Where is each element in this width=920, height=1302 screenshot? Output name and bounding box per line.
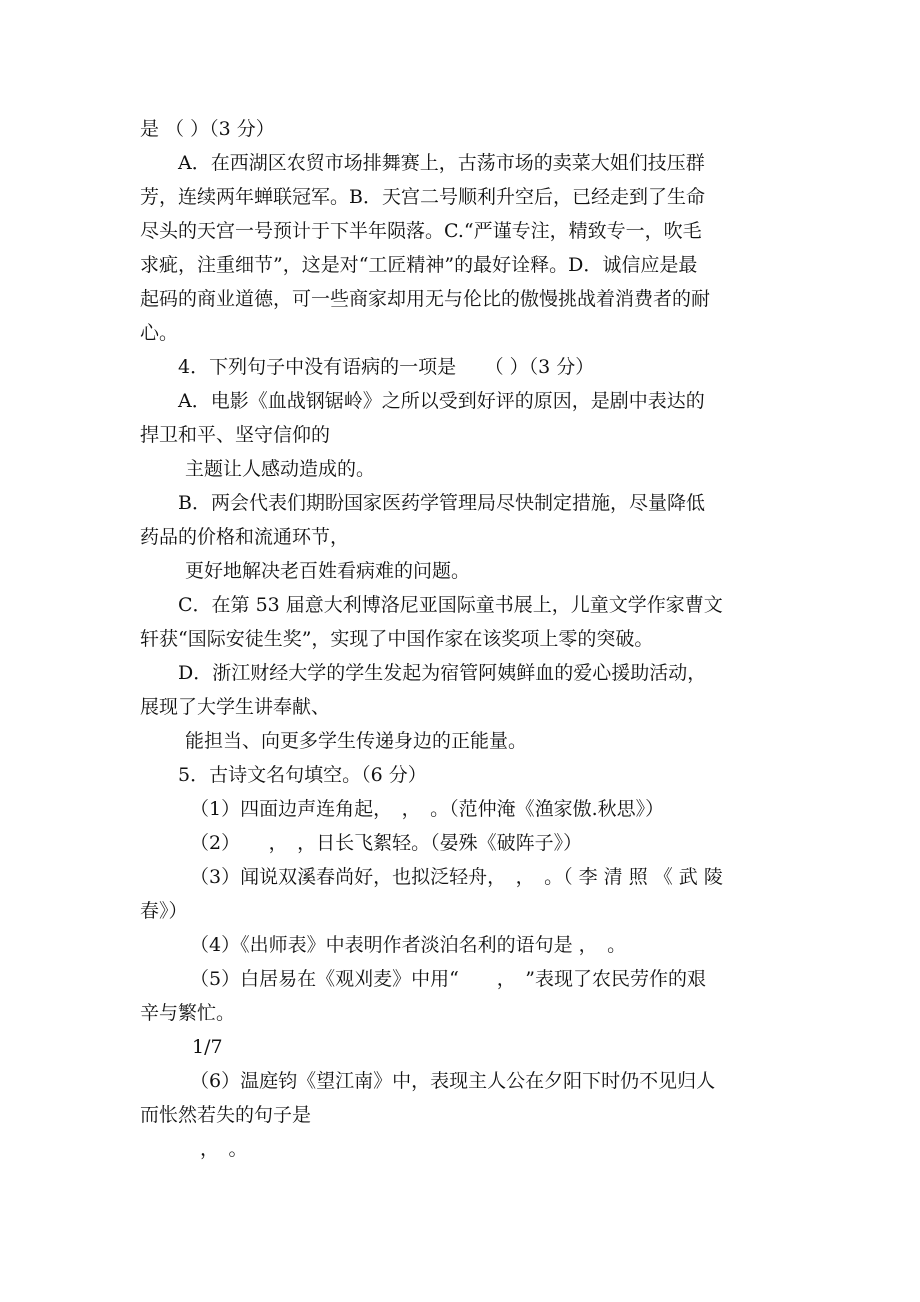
q4-option-d-line-3: 能担当、向更多学生传递身边的正能量。 bbox=[185, 730, 528, 752]
q4-option-b-line-3: 更好地解决老百姓看病难的问题。 bbox=[185, 560, 471, 582]
q5-item-6-line-2: 而怅然若失的句子是 bbox=[140, 1104, 312, 1126]
question-5-heading: 5．古诗文名句填空。（6 分） bbox=[178, 764, 427, 786]
q5-item-6-line-1: （6）温庭钧《望江南》中，表现主人公在夕阳下时仍不见归人 bbox=[190, 1070, 716, 1092]
option-line-4: 求疵，注重细节”，这是对“工匠精神”的最好诠释。D．诚信应是最 bbox=[140, 254, 698, 276]
q5-item-4: （4）《出师表》中表明作者淡泊名利的语句是 ， 。 bbox=[190, 934, 627, 956]
q4-option-b-line-2: 药品的价格和流通环节， bbox=[140, 526, 350, 548]
q4-option-d-line-1: D．浙江财经大学的学生发起为宿管阿姨鲜血的爱心援助活动， bbox=[178, 662, 707, 684]
option-line-3: 尽头的天宫一号预计于下半年陨落。C.“严谨专注，精致专一，吹毛 bbox=[140, 220, 702, 242]
q5-item-3-line-1: （3）闻说双溪春尚好，也拟泛轻舟， ， 。（ 李 清 照 《 武 陵 bbox=[190, 866, 723, 888]
q4-option-b-line-1: B．两会代表们期盼国家医药学管理局尽快制定措施，尽量降低 bbox=[178, 492, 705, 514]
option-line-6: 心。 bbox=[140, 322, 179, 344]
q4-option-c-line-1: C．在第 53 届意大利博洛尼亚国际童书展上，儿童文学作家曹文 bbox=[178, 594, 723, 616]
option-a-line-1: A．在西湖区农贸市场排舞赛上，古荡市场的卖菜大姐们技压群 bbox=[178, 152, 705, 174]
q4-option-a-line-3: 主题让人感动造成的。 bbox=[185, 458, 376, 480]
q4-option-a-line-1: A．电影《血战钢锯岭》之所以受到好评的原因，是剧中表达的 bbox=[178, 390, 705, 412]
q5-item-2: （2） ， ，日长飞絮轻。（晏殊《破阵子》） bbox=[190, 832, 583, 854]
q5-item-5-line-2: 辛与繁忙。 bbox=[140, 1002, 236, 1024]
q4-option-c-line-2: 轩获“国际安徒生奖”，实现了中国作家在该奖项上零的突破。 bbox=[140, 628, 654, 650]
q4-option-d-line-2: 展现了大学生讲奉献、 bbox=[140, 696, 331, 718]
page-number: 1/7 bbox=[192, 1036, 223, 1058]
q4-option-a-line-2: 捍卫和平、坚守信仰的 bbox=[140, 424, 331, 446]
question-4-heading: 4．下列句子中没有语病的一项是 （ ）（3 分） bbox=[178, 356, 595, 378]
option-line-5: 起码的商业道德，可一些商家却用无与伦比的傲慢挑战着消费者的耐 bbox=[140, 288, 711, 310]
q5-item-3-line-2: 春》） bbox=[140, 900, 188, 922]
q5-item-5-line-1: （5）白居易在《观刈麦》中用“ ， ”表现了农民劳作的艰 bbox=[190, 968, 707, 990]
q5-item-6-line-3: ， 。 bbox=[200, 1138, 248, 1160]
document-page bbox=[140, 112, 782, 1166]
q5-item-1: （1）四面边声连角起， ， 。（范仲淹《渔家傲.秋思》） bbox=[190, 798, 665, 820]
option-line-2: 芳，连续两年蝉联冠军。B．天宫二号顺利升空后，已经走到了生命 bbox=[140, 186, 705, 208]
question-3-tail: 是 （ ）（3 分） bbox=[140, 118, 275, 140]
